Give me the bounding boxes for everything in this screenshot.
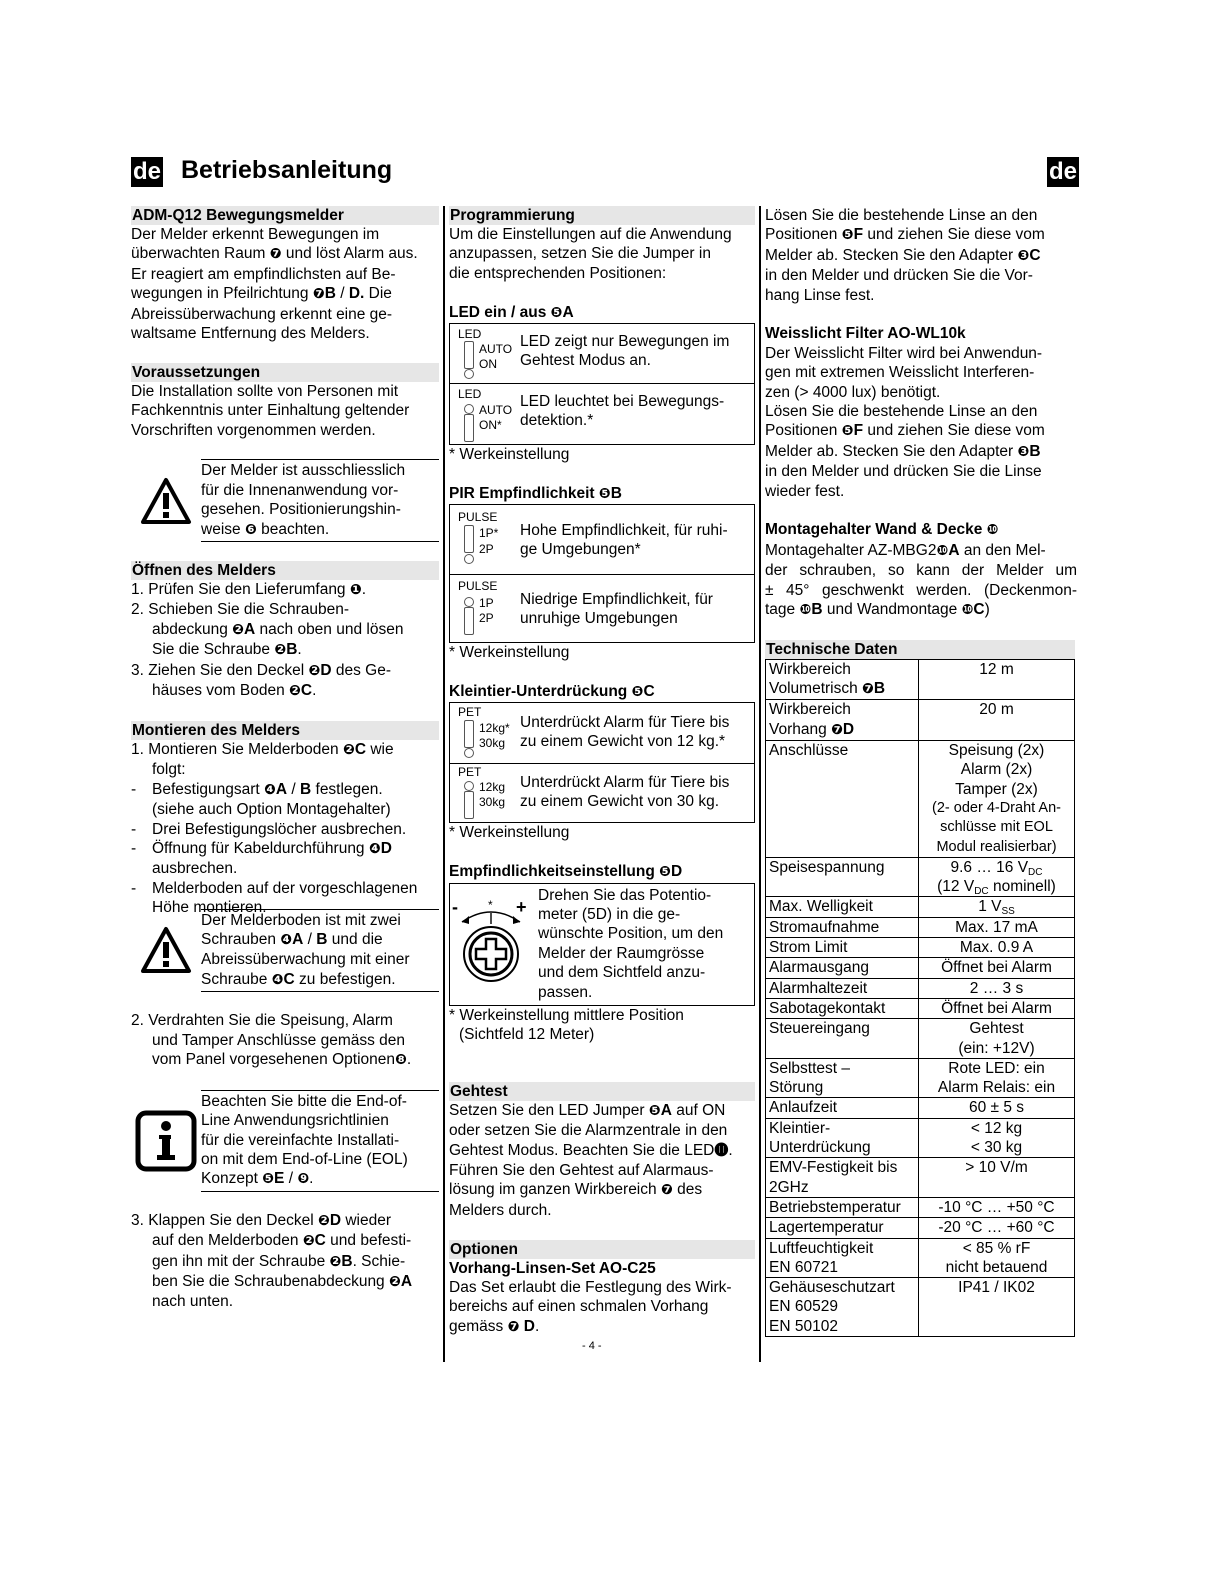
dash-item: - Befestigungsart ❹A / B festlegen.: [131, 780, 383, 798]
factory-setting-note: * Werkeinstellung: [449, 446, 570, 464]
section-title-walktest: Gehtest: [449, 1082, 755, 1101]
jumper-diagram: PET 12kg* 30kg: [450, 703, 520, 763]
jumper-description: Unterdrückt Alarm für Tiere bis zu einem Gewicht von 12 kg.*: [520, 714, 730, 751]
table-row: Anschlüsse Speisung (2x) Alarm (2x) Tamper (2x) (2- oder 4-Draht An- schlüsse mit EOL Modul realisierbar): [766, 741, 1075, 858]
section-title-detector: ADM-Q12 Bewegungsmelder: [131, 206, 439, 225]
jumper-row-pet-12kg: [450, 703, 754, 764]
subsection-title-led: LED ein / aus ❺A: [449, 303, 574, 321]
list-item: 3. Klappen Sie den Deckel ❷D wieder: [131, 1211, 392, 1229]
jumper-row-led-on: [450, 384, 754, 444]
text-line: Das Set erlaubt die Festlegung des Wirk-: [449, 1279, 732, 1297]
dash-item: - Öffnung für Kabeldurchführung ❹D: [131, 839, 392, 857]
text-line: Abreissüberwachung erkennt eine ge-: [131, 305, 393, 323]
text-line: die entsprechenden Positionen:: [449, 264, 667, 282]
table-row: Sabotagekontakt Öffnet bei Alarm: [766, 998, 1075, 1018]
text-line: Fachkenntnis unter Einhaltung geltender: [131, 402, 410, 420]
text-line: Er reagiert am empfindlichsten auf Be-: [131, 265, 396, 283]
dash-item: - Drei Befestigungslöcher ausbrechen.: [131, 820, 407, 838]
text-line: in den Melder und drücken Sie die Vor-: [765, 267, 1033, 285]
text-line: in den Melder und drücken Sie die Linse: [765, 463, 1042, 481]
list-item: 1. Prüfen Sie den Lieferumfang ❶.: [131, 581, 367, 599]
text-line: Der Melder ist ausschliesslich: [201, 462, 406, 480]
jumper-description: Unterdrückt Alarm für Tiere bis zu einem Gewicht von 30 kg.: [520, 774, 730, 811]
text-line: Führen Sie den Gehtest auf Alarmaus-: [449, 1162, 714, 1180]
list-item: 2. Schieben Sie die Schrauben-: [131, 601, 350, 619]
jumper-description: Niedrige Empfindlichkeit, für unruhige Umgebungen: [520, 591, 713, 628]
text-line: gemäss ❼ D.: [449, 1317, 540, 1335]
warning-icon: [131, 909, 201, 993]
jumper-row-led-auto: [450, 324, 754, 384]
text-line: Vorschriften vorgenommen werden.: [131, 421, 376, 439]
text-line: Der Melder erkennt Bewegungen im: [131, 226, 380, 243]
jumper-row-pir-1p: [450, 505, 754, 575]
text-line: Lösen Sie die bestehende Linse an den: [765, 207, 1038, 224]
text-line: zen (> 4000 lux) benötigt.: [765, 383, 941, 401]
section-title-options: Optionen: [449, 1240, 755, 1259]
jumper-diagram: PET 12kg 30kg: [450, 764, 520, 822]
table-row: Strom Limit Max. 0.9 A: [766, 938, 1075, 958]
list-item: 3. Ziehen Sie den Deckel ❷D des Ge-: [131, 661, 392, 679]
jumper-row-pir-2p: [450, 575, 754, 642]
text-line: oder setzen Sie die Alarmzentrale in den: [449, 1122, 728, 1140]
text-line: weise ❻ beachten.: [201, 520, 330, 538]
text-line: Melder ab. Stecken Sie den Adapter ❸C: [765, 246, 1041, 264]
text-line: Der Melderboden ist mit zwei: [201, 911, 401, 929]
text-line: wieder fest.: [765, 482, 845, 500]
potentiometer-box: [449, 883, 755, 1006]
technical-data-table: [765, 659, 1075, 1337]
list-item: 2. Verdrahten Sie die Speisung, Alarm: [131, 1012, 393, 1030]
dash-item-cont: (siehe auch Option Montagehalter): [152, 801, 391, 819]
jumper-table-pir: [449, 504, 755, 643]
dash-item-cont: Höhe montieren.: [152, 899, 267, 917]
table-row: Alarmhaltezeit 2 … 3 s: [766, 978, 1075, 998]
subsection-title-pir: PIR Empfindlichkeit ❺B: [449, 484, 622, 502]
table-row: Wirkbereich Vorhang ❼D 20 m: [766, 700, 1075, 741]
factory-setting-note: * Werkeinstellung: [449, 824, 570, 842]
list-item-cont: Sie die Schraube ❷B.: [152, 641, 302, 659]
section-title-programming: Programmierung: [449, 206, 755, 225]
table-row: Lagertemperatur -20 °C … +60 °C: [766, 1218, 1075, 1238]
table-row: Luftfeuchtigkeit EN 60721 < 85 % rF nicht betauend: [766, 1238, 1075, 1278]
dash-item-cont: ausbrechen.: [152, 860, 238, 878]
list-item-cont: folgt:: [152, 761, 186, 779]
info-icon: [131, 1090, 201, 1192]
text-line: Die Installation sollte von Personen mit: [131, 382, 399, 400]
text-line: gesehen. Positionierungshin-: [201, 501, 401, 519]
text-line: gen mit extremen Weisslicht Interferen-: [765, 364, 1035, 382]
table-row: Gehäuseschutzart EN 60529 EN 50102 IP41 / IK02: [766, 1278, 1075, 1337]
column-divider-1: [443, 206, 445, 1362]
text-line: ± 45° geschwenkt werden. (Deckenmon-: [765, 581, 1077, 599]
potentiometer-description: Drehen Sie das Potentio- meter (5D) in die ge- wünschte Position, um den Melder der Raumgrösse und dem Sichtfeld anzu- passen.: [538, 886, 724, 1001]
subsection-title-white-light-filter: Weisslicht Filter AO-WL10k: [765, 325, 966, 343]
table-row: Speisespannung 9.6 … 16 $V_{DC}$ (12 $V_{DC}$ nominell): [766, 857, 1075, 897]
text-line: Schrauben ❹A / B und die: [201, 930, 383, 948]
text-line: Gehtest Modus. Beachten Sie die LED⓫.: [449, 1141, 733, 1159]
column-divider-2: [759, 206, 761, 1362]
language-badge-left: de: [133, 158, 162, 185]
text-line: wegungen in Pfeilrichtung ❼B / D. Die: [131, 285, 392, 303]
text-line: Montagehalter AZ-MBG2❿A an den Mel-: [765, 541, 1046, 559]
table-row: Betriebstemperatur -10 °C … +50 °C: [766, 1197, 1075, 1217]
column-2: [449, 206, 755, 1337]
factory-setting-note: * Werkeinstellung: [449, 644, 570, 662]
text-line: Lösen Sie die bestehende Linse an den: [765, 403, 1038, 421]
text-line: Setzen Sie den LED Jumper ❺A auf ON: [449, 1101, 726, 1119]
page-number: - 4 -: [582, 1340, 602, 1352]
info-note-eol: [131, 1090, 439, 1192]
jumper-description: LED leuchtet bei Bewegungs- detektion.*: [520, 393, 725, 430]
jumper-diagram: PULSE 1P* 2P: [450, 505, 520, 574]
dash-item: - Melderboden auf der vorgeschlagenen: [131, 879, 418, 897]
text-line: Positionen ❺F und ziehen Sie diese vom: [765, 226, 1045, 244]
subsection-title-sensitivity: Empfindlichkeitseinstellung ❺D: [449, 863, 683, 881]
text-line: bereichs auf einen schmalen Vorhang: [449, 1298, 709, 1316]
table-row: Alarmausgang Öffnet bei Alarm: [766, 958, 1075, 978]
section-title-requirements: Voraussetzungen: [131, 363, 439, 382]
list-item-cont: ben Sie die Schraubenabdeckung ❷A: [152, 1273, 413, 1291]
list-item-cont: nach unten.: [152, 1293, 234, 1311]
text-line: on mit dem End-of-Line (EOL): [201, 1151, 408, 1168]
list-item-cont: und Tamper Anschlüsse gemäss den: [152, 1031, 406, 1049]
text-line: Schraube ❹C zu befestigen.: [201, 970, 396, 988]
text-line: für die vereinfachte Installati-: [201, 1131, 400, 1149]
list-item: 1. Montieren Sie Melderboden ❷C wie: [131, 740, 394, 758]
table-row: EMV-Festigkeit bis 2GHz > 10 V/m: [766, 1158, 1075, 1198]
section-title-mounting: Montieren des Melders: [131, 721, 439, 740]
text-line: Um die Einstellungen auf die Anwendung: [449, 226, 732, 243]
table-row: Stromaufnahme Max. 17 mA: [766, 917, 1075, 937]
text-line: Der Weisslicht Filter wird bei Anwendun-: [765, 344, 1043, 362]
jumper-description: LED zeigt nur Bewegungen im Gehtest Modus an.: [520, 333, 730, 370]
text-line: Konzept ❺E / ❾.: [201, 1170, 314, 1188]
list-item-cont: vom Panel vorgesehenen Optionen❽.: [152, 1050, 412, 1068]
jumper-diagram: LED AUTO ON: [450, 324, 520, 383]
column-3: [765, 206, 1077, 1337]
list-item-cont: gen ihn mit der Schraube ❷B. Schie-: [152, 1252, 406, 1270]
text-line: Line Anwendungsrichtlinien: [201, 1112, 389, 1130]
text-line: Positionen ❺F und ziehen Sie diese vom: [765, 422, 1045, 440]
jumper-description: Hohe Empfindlichkeit, für ruhi- ge Umgebungen*: [520, 522, 728, 559]
text-line: für die Innenanwendung vor-: [201, 481, 399, 499]
jumper-row-pet-30kg: [450, 764, 754, 822]
subsection-title-curtain-lens: Vorhang-Linsen-Set AO-C25: [449, 1259, 656, 1277]
table-row: Max. Welligkeit 1 $V_{SS}$: [766, 897, 1075, 917]
text-line: der schrauben, so kann der Melder um: [765, 562, 1077, 580]
text-line: tage ❿B und Wandmontage ❿C): [765, 601, 990, 619]
list-item-cont: häuses vom Boden ❷C.: [152, 682, 317, 700]
text-line: Melders durch.: [449, 1201, 552, 1219]
list-item-cont: abdeckung ❷A nach oben und lösen: [152, 620, 404, 638]
warning-note-screws: [131, 909, 439, 993]
warning-icon: [131, 459, 201, 542]
potentiometer-icon: [450, 884, 538, 1007]
list-item-cont: auf den Melderboden ❷C und befesti-: [152, 1232, 412, 1250]
text-line: Melder ab. Stecken Sie den Adapter ❸B: [765, 442, 1041, 460]
table-row: Kleintier- Unterdrückung < 12 kg < 30 kg: [766, 1118, 1075, 1158]
subsection-title-mounting-bracket: Montagehalter Wand & Decke ❿: [765, 521, 999, 539]
text-line: hang Linse fest.: [765, 286, 875, 304]
table-row: Steuereingang Gehtest (ein: +12V): [766, 1019, 1075, 1059]
warning-note-indoor: [131, 459, 439, 542]
section-title-opening: Öffnen des Melders: [131, 561, 439, 580]
table-row: Anlaufzeit 60 ± 5 s: [766, 1098, 1075, 1118]
jumper-diagram: LED AUTO ON*: [450, 384, 520, 444]
text-line: Abreissüberwachung mit einer: [201, 951, 410, 969]
jumper-diagram: PULSE 1P 2P: [450, 575, 520, 642]
text-line: anzupassen, setzen Sie die Jumper in: [449, 245, 711, 263]
text-line: überwachten Raum ❼ und löst Alarm aus.: [131, 245, 418, 263]
factory-setting-note: * Werkeinstellung mittlere Position: [449, 1006, 684, 1024]
section-title-technical-data: Technische Daten: [765, 640, 1075, 659]
column-1: [131, 206, 439, 1312]
text-line: lösung im ganzen Wirkbereich ❼ des: [449, 1181, 703, 1199]
subsection-title-pet: Kleintier-Unterdrückung ❺C: [449, 683, 655, 701]
jumper-table-led: [449, 323, 755, 445]
table-row: Wirkbereich Volumetrisch ❼B 12 m: [766, 659, 1075, 700]
potentiometer-diagram: - * +: [450, 884, 538, 1005]
factory-setting-note: (Sichtfeld 12 Meter): [459, 1026, 595, 1044]
text-line: Beachten Sie bitte die End-of-: [201, 1092, 407, 1110]
page-title: Betriebsanleitung: [181, 156, 393, 184]
jumper-table-pet: [449, 702, 755, 823]
language-badge-right: de: [1049, 158, 1078, 185]
table-row: Selbsttest – Störung Rote LED: ein Alarm Relais: ein: [766, 1058, 1075, 1098]
text-line: waltsame Entfernung des Melders.: [131, 325, 370, 343]
